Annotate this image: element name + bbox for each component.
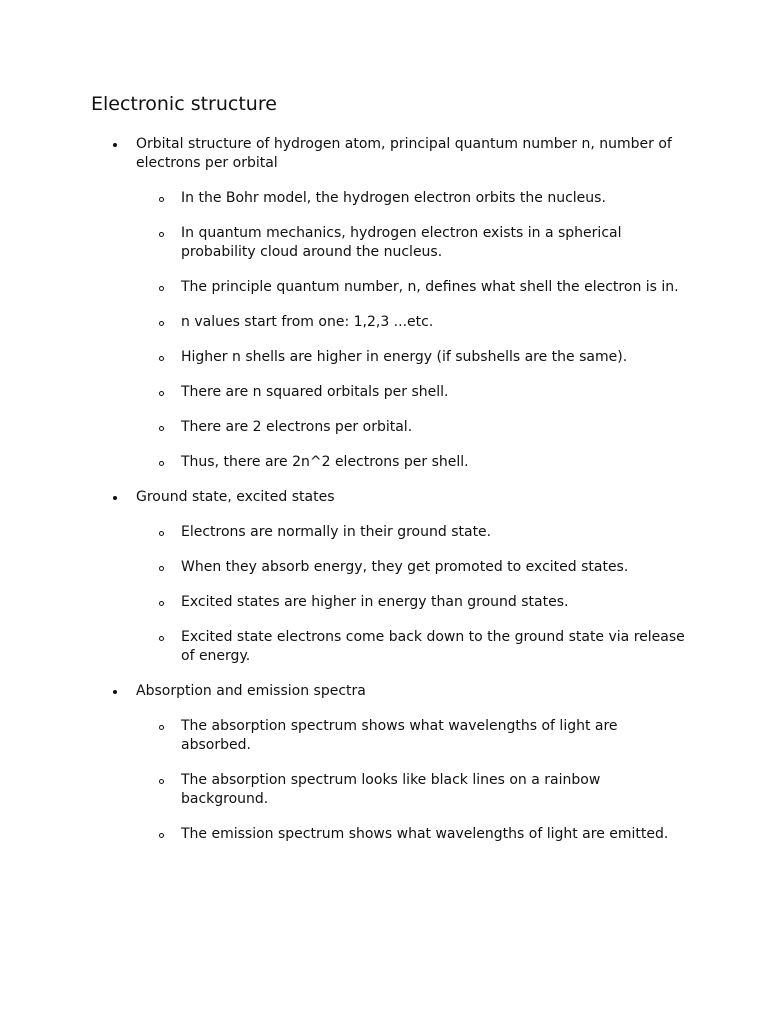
subitem-list [136, 189, 688, 472]
list-item-text: n values start from one: 1,2,3 ...etc. [181, 314, 434, 330]
list-item [136, 771, 688, 809]
list-item-text: Electrons are normally in their ground state. [181, 524, 492, 540]
bullet-circle-icon [159, 313, 167, 332]
bullet-circle-icon [159, 224, 167, 243]
section-heading: Ground state, excited states [136, 489, 335, 505]
list-item-text: In the Bohr model, the hydrogen electron orbits the nucleus. [181, 190, 606, 206]
list-item-text: Excited state electrons come back down to the ground state via release of energy. [181, 629, 685, 664]
section-item [0, 135, 768, 472]
section-item [0, 488, 768, 666]
list-item [136, 717, 688, 755]
bullet-circle-icon [159, 189, 167, 208]
list-item [136, 313, 688, 332]
list-item [136, 189, 688, 208]
list-item [136, 593, 688, 612]
list-item [136, 825, 688, 844]
list-item-text: There are 2 electrons per orbital. [181, 419, 413, 435]
list-item [136, 453, 688, 472]
list-item [136, 224, 688, 262]
list-item [136, 418, 688, 437]
section-item [0, 682, 768, 844]
list-item-text: The absorption spectrum shows what wavelengths of light are absorbed. [181, 718, 618, 753]
list-item-text: In quantum mechanics, hydrogen electron exists in a spherical probability cloud around the nucleus. [181, 225, 622, 260]
list-item-text: Higher n shells are higher in energy (if subshells are the same). [181, 349, 628, 365]
list-item [136, 348, 688, 367]
bullet-circle-icon [159, 418, 167, 437]
bullet-circle-icon [159, 383, 167, 402]
bullet-circle-icon [159, 348, 167, 367]
list-item-text: The absorption spectrum looks like black lines on a rainbow background. [181, 772, 601, 807]
subitem-list [136, 523, 688, 666]
section-heading: Orbital structure of hydrogen atom, principal quantum number n, number of electrons per orbital [136, 136, 672, 171]
list-item-text: Excited states are higher in energy than ground states. [181, 594, 569, 610]
bullet-circle-icon [159, 593, 167, 612]
subitem-list [136, 717, 688, 844]
list-item-text: Thus, there are 2n^2 electrons per shell. [181, 454, 469, 470]
list-item [136, 383, 688, 402]
bullet-circle-icon [159, 825, 167, 844]
list-item-text: There are n squared orbitals per shell. [181, 384, 449, 400]
bullet-circle-icon [159, 453, 167, 472]
list-item [136, 523, 688, 542]
list-item [136, 558, 688, 577]
list-item-text: When they absorb energy, they get promoted to excited states. [181, 559, 629, 575]
list-item [136, 628, 688, 666]
list-item-text: The emission spectrum shows what wavelengths of light are emitted. [181, 826, 669, 842]
bullet-circle-icon [159, 278, 167, 297]
document-title: Electronic structure [91, 93, 277, 115]
section-heading: Absorption and emission spectra [136, 683, 366, 699]
bullet-circle-icon [159, 558, 167, 577]
section-list [0, 135, 768, 860]
bullet-circle-icon [159, 523, 167, 542]
bullet-circle-icon [159, 628, 167, 647]
bullet-circle-icon [159, 717, 167, 736]
list-item-text: The principle quantum number, n, defines what shell the electron is in. [181, 279, 679, 295]
bullet-circle-icon [159, 771, 167, 790]
list-item [136, 278, 688, 297]
